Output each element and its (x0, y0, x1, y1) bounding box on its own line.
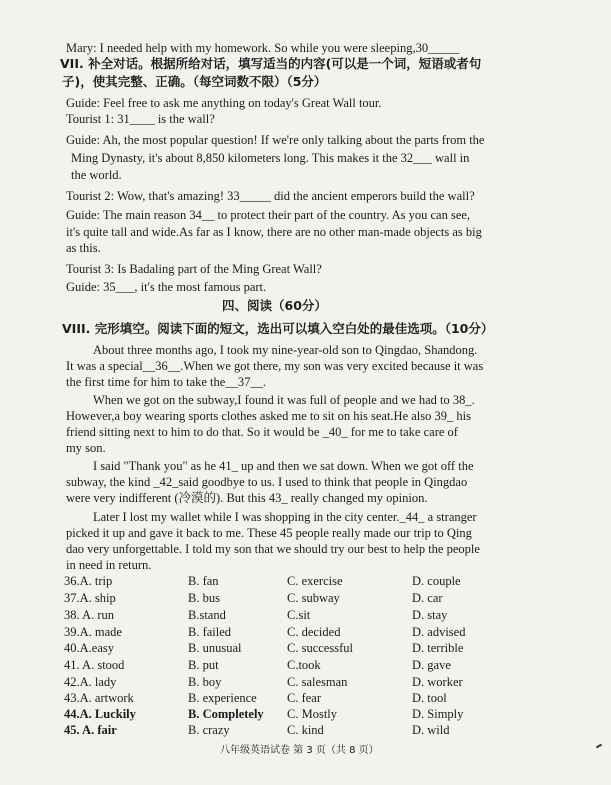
option-d: D. advised (412, 625, 466, 639)
option-a: 40.A.easy (64, 641, 114, 655)
option-b: B. boy (188, 675, 222, 689)
option-c: C. salesman (287, 675, 348, 689)
passage-line: When we got on the subway,I found it was full of people and we had to 38_. (93, 393, 475, 407)
dialogue-line: Guide: Feel free to ask me anything on today's Great Wall tour. (66, 96, 382, 110)
passage-line: dao very unforgettable. I told my son that we should try our best to help the people (66, 542, 480, 556)
option-c: C. fear (287, 691, 322, 705)
passage-line: in need in return. (66, 558, 152, 572)
dialogue-line: Tourist 2: Wow, that's amazing! 33_____ did the ancient emperors build the wall? (66, 189, 475, 203)
passage-line: the first time for him to take the__37__. (66, 375, 266, 389)
dialogue-line: Guide: Ah, the most popular question! If we're only talking about the parts from the (66, 133, 485, 147)
option-b: B.stand (188, 608, 226, 622)
option-b: B. crazy (188, 723, 230, 737)
dialogue-line: Tourist 3: Is Badaling part of the Ming Great Wall? (66, 262, 322, 276)
option-c: C. exercise (287, 574, 343, 588)
option-d: D. tool (412, 691, 447, 705)
passage-line: About three months ago, I took my nine-year-old son to Qingdao, Shandong. (93, 343, 478, 357)
option-b: B. bus (188, 591, 220, 605)
option-a: 37.A. ship (64, 591, 116, 605)
option-d: D. worker (412, 675, 463, 689)
option-a: 41. A. stood (64, 658, 125, 672)
option-b: B. unusual (188, 641, 242, 655)
page-footer: 八年级英语试卷 第 3 页（共 8 页） (220, 745, 379, 756)
section-instruction: 子)，使其完整、正确。（每空词数不限）（5分） (62, 74, 327, 89)
option-b: B. failed (188, 625, 232, 639)
dialogue-line: the world. (71, 168, 122, 182)
passage-line: Later I lost my wallet while I was shopping in the city center._44_ a stranger (93, 510, 477, 524)
option-d: D. stay (412, 608, 448, 622)
option-c: C. Mostly (287, 707, 338, 721)
option-c: C. kind (287, 723, 324, 737)
option-b: B. fan (188, 574, 219, 588)
option-a: 43.A. artwork (64, 691, 134, 705)
passage-line: subway, the kind _42_said goodbye to us. I used to think that people in Qingdao (66, 475, 468, 489)
option-a: 39.A. made (64, 625, 122, 639)
option-d: D. wild (412, 723, 450, 737)
dialogue-line: Guide: The main reason 34__ to protect their part of the country. As you can see, (66, 208, 471, 222)
section-heading-viii: VIII. 完形填空。阅读下面的短文，选出可以填入空白处的最佳选项。（10分） (62, 321, 494, 336)
dialogue-line: Guide: 35___, it's the most famous part. (66, 280, 267, 294)
option-b: B. experience (188, 691, 257, 705)
option-d: D. car (412, 591, 443, 605)
option-d: D. Simply (412, 707, 464, 721)
passage-line: I said "Thank you" as he 41_ up and then we sat down. When we got off the (93, 459, 474, 473)
section-heading-reading: 四、阅读（60分） (222, 298, 327, 313)
option-b: B. Completely (188, 707, 264, 721)
option-c: C. subway (287, 591, 340, 605)
option-a: 38. A. run (64, 608, 114, 622)
passage-line: It was a special__36__.When we got there, my son was very excited because it was (66, 359, 484, 373)
passage-line: friend sitting next to him to do that. So it would be _40_ for me to take care of (66, 425, 458, 439)
option-c: C.sit (287, 608, 311, 622)
option-c: C.took (287, 658, 321, 672)
option-a: 44.A. Luckily (64, 707, 136, 721)
option-c: C. successful (287, 641, 353, 655)
option-c: C. decided (287, 625, 341, 639)
option-d: D. couple (412, 574, 461, 588)
dialogue-line: as this. (66, 241, 101, 255)
dialogue-line: it's quite tall and wide.As far as I know, there are no other man-made objects as big (66, 225, 482, 239)
dialogue-line: Tourist 1: 31____ is the wall? (66, 112, 215, 126)
option-a: 45. A. fair (64, 723, 117, 737)
option-a: 42.A. lady (64, 675, 117, 689)
passage-line: picked it up and gave it back to me. These 45 people really made our trip to Qing (66, 526, 472, 540)
option-a: 36.A. trip (64, 574, 113, 588)
text-line: Mary: I needed help with my homework. So while you were sleeping,30_____ (66, 41, 460, 55)
option-d: D. terrible (412, 641, 464, 655)
scan-mark (596, 744, 602, 749)
passage-line: However,a boy wearing sports clothes asked me to sit on his seat.He also 39_ his (66, 409, 471, 423)
option-d: D. gave (412, 658, 451, 672)
dialogue-line: Ming Dynasty, it's about 8,850 kilometers long. This makes it the 32___ wall in (71, 151, 470, 165)
option-b: B. put (188, 658, 219, 672)
section-heading-vii: VII. 补全对话。根据所给对话，填写适当的内容(可以是一个词，短语或者句 (60, 56, 482, 71)
passage-line: my son. (66, 441, 106, 455)
passage-line: were very indifferent (冷漠的). But this 43_ really changed my opinion. (66, 491, 428, 505)
